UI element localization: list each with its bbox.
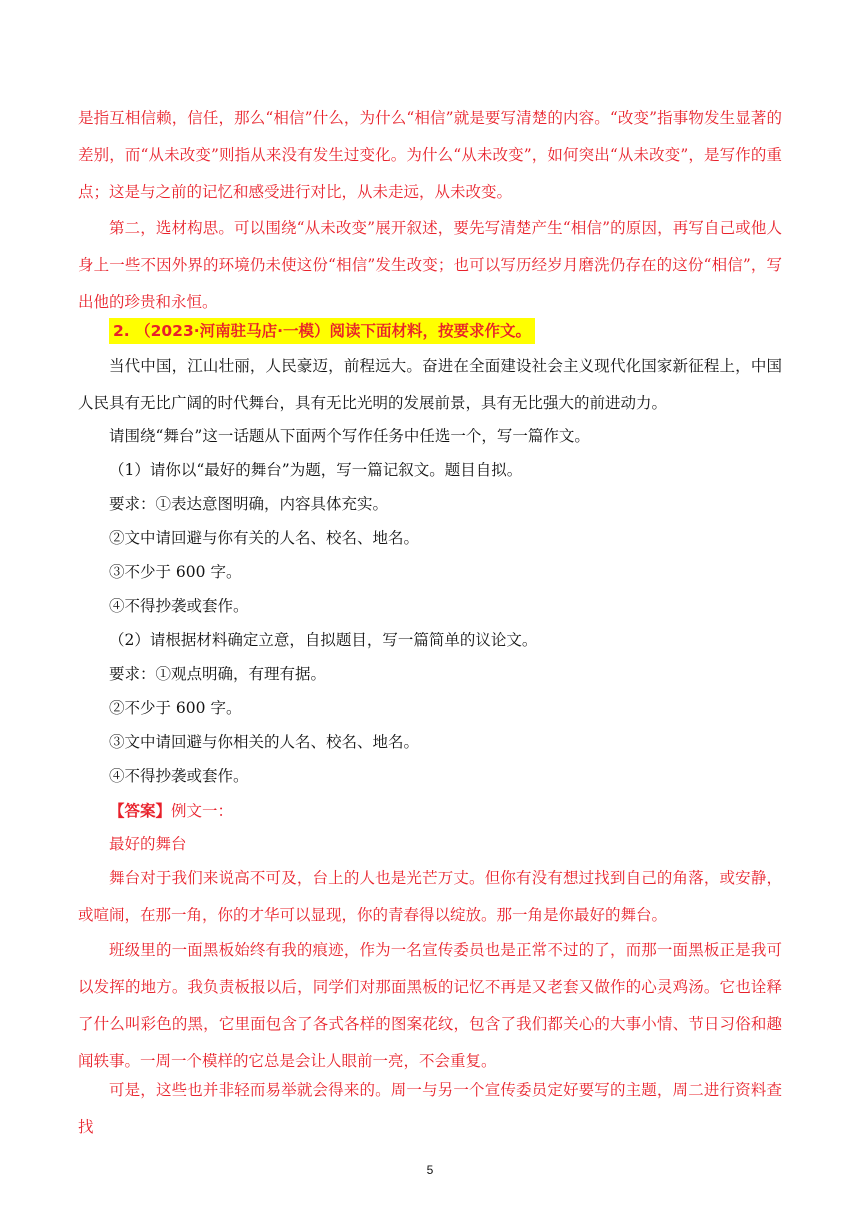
instruction-text: 请围绕“舞台”这一话题从下面两个写作任务中任选一个，写一篇作文。 (109, 427, 590, 445)
essay-title: 最好的舞台 (109, 835, 187, 853)
task2-requirement-2: ②不少于 600 字。 (109, 699, 242, 717)
task1-title: （1）请你以“最好的舞台”为题，写一篇记叙文。题目自拟。 (109, 461, 523, 479)
answer-tag: 【答案】 (109, 801, 172, 820)
task2-requirement-4: ④不得抄袭或套作。 (109, 767, 249, 785)
continued-paragraph: 是指互相信赖，信任，那么“相信”什么，为什么“相信”就是要写清楚的内容。“改变”指事物发生显著的差别，而“从未改变”则指从来没有发生过变化。为什么“从未改变”，如何突出“从未改变”，是写作的重点；这是与之前的记忆和感受进行对比，从未走远，从未改变。 (78, 109, 782, 201)
question-source: （2023·河南驻马店·一模）阅读下面材料，按要求作文。 (135, 322, 532, 340)
task2-requirement-3: ③文中请回避与你相关的人名、校名、地名。 (109, 733, 420, 751)
material-paragraph: 当代中国，江山壮丽，人民豪迈，前程远大。奋进在全面建设社会主义现代化国家新征程上，中国人民具有无比广阔的时代舞台，具有无比光明的发展前景，具有无比强大的前进动力。 (78, 357, 782, 412)
answer-label: 例文一： (171, 802, 234, 820)
task1-requirement-1: 要求：①表达意图明确，内容具体充实。 (109, 495, 389, 513)
task2-requirement-1: 要求：①观点明确，有理有据。 (109, 665, 327, 683)
answer-line (109, 792, 789, 830)
question-number: 2. (113, 322, 130, 340)
essay-paragraph-2: 班级里的一面黑板始终有我的痕迹，作为一名宣传委员也是正常不过的了，而那一面黑板正是我可以发挥的地方。我负责板报以后，同学们对那面黑板的记忆不再是又老套又做作的心灵鸡汤。它也诠释了什么叫彩色的黑，它里面包含了各式各样的图案花纹，包含了我们都关心的大事小情、节日习俗和趣闻轶事。一周一个模样的它总是会让人眼前一亮，不会重复。 (78, 941, 782, 1070)
task1-requirement-4: ④不得抄袭或套作。 (109, 597, 249, 615)
question-heading (109, 318, 535, 344)
paragraph-material-selection: 第二，选材构思。可以围绕“从未改变”展开叙述，要先写清楚产生“相信”的原因，再写自己或他人身上一些不因外界的环境仍未使这份“相信”发生改变；也可以写历经岁月磨洗仍存在的这份“相信”，写出他的珍贵和永恒。 (78, 219, 782, 311)
essay-paragraph-3: 可是，这些也并非轻而易举就会得来的。周一与另一个宣传委员定好要写的主题，周二进行资料查找 (78, 1081, 782, 1136)
task1-requirement-2: ②文中请回避与你有关的人名、校名、地名。 (109, 529, 420, 547)
page-number: 5 (426, 1163, 434, 1177)
essay-paragraph-1: 舞台对于我们来说高不可及，台上的人也是光芒万丈。但你有没有想过找到自己的角落，或安静，或喧闹，在那一角，你的才华可以显现，你的青春得以绽放。那一角是你最好的舞台。 (78, 869, 782, 924)
task2-title: （2）请根据材料确定立意，自拟题目，写一篇简单的议论文。 (109, 631, 538, 649)
task1-requirement-3: ③不少于 600 字。 (109, 563, 242, 581)
